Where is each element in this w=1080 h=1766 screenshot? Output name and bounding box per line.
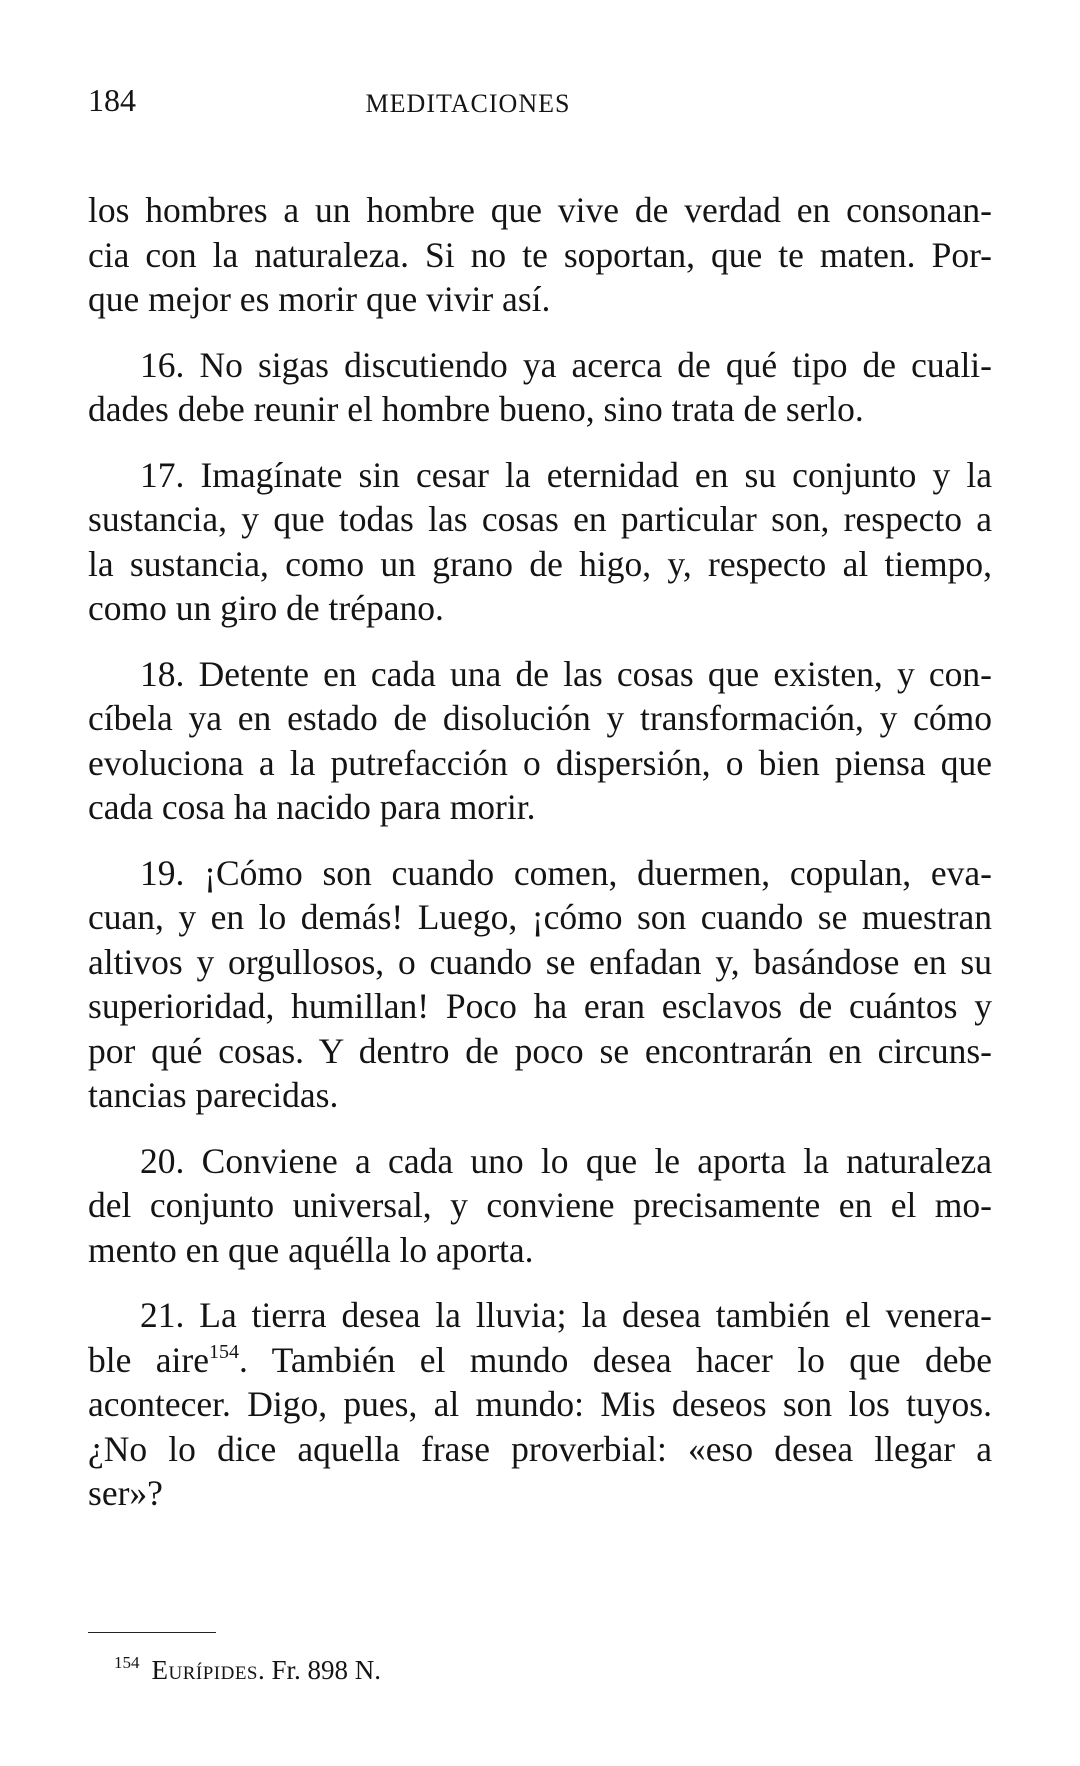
text-line: tancias parecidas. — [88, 1075, 339, 1115]
text-line: por qué cosas. Y dentro de poco se encontrarán en circuns- — [88, 1030, 992, 1071]
text-line: la sustancia, como un grano de higo, y, respecto al tiempo, — [88, 543, 992, 584]
text-line: 20. Conviene a cada uno lo que le aporta la naturaleza — [140, 1140, 992, 1181]
paragraph-continuation — [88, 188, 992, 322]
text-line: dades debe reunir el hombre bueno, sino trata de serlo. — [88, 389, 864, 429]
body-text — [88, 188, 992, 1516]
text-line: mento en que aquélla lo aporta. — [88, 1229, 534, 1270]
footnote-154 — [114, 1650, 381, 1690]
footnote-text: . Fr. 898 N. — [258, 1655, 382, 1685]
text-line: superioridad, humillan! Poco ha eran esclavos de cuántos y — [88, 986, 992, 1026]
paragraph-18 — [88, 652, 992, 830]
text-line: ser»? — [88, 1473, 163, 1513]
text-line-with-footnote — [88, 1338, 992, 1383]
text-line: cuan, y en lo demás! Luego, ¡cómo son cuando se muestran — [88, 897, 992, 937]
text-line: cada cosa ha nacido para morir. — [88, 787, 536, 827]
footnote-author: Eurípides — [151, 1655, 259, 1685]
paragraph-20 — [88, 1139, 992, 1273]
running-title: MEDITACIONES — [365, 89, 571, 118]
text-line: acontecer. Digo, pues, al mundo: Mis deseos son los tuyos. — [88, 1384, 992, 1424]
footnote-reference[interactable]: 154 — [208, 1340, 239, 1363]
text-line: 17. Imagínate sin cesar la eternidad en su conjunto y la — [140, 454, 992, 495]
running-head — [88, 80, 992, 120]
paragraph-21 — [88, 1293, 992, 1516]
page-number: 184 — [88, 82, 136, 118]
text-line: los hombres a un hombre que vive de verdad en consonan- — [88, 190, 992, 230]
text-line: cia con la naturaleza. Si no te soportan, que te maten. Por- — [88, 234, 992, 275]
text-line: 21. La tierra desea la lluvia; la desea también el venera- — [140, 1295, 992, 1335]
text-fragment: . También el mundo desea hacer lo que debe — [238, 1339, 992, 1380]
footnote-marker: 154 — [114, 1653, 140, 1672]
text-line: 16. No sigas discutiendo ya acerca de qué tipo de cuali- — [140, 344, 992, 385]
paragraph-17 — [88, 453, 992, 631]
paragraph-16 — [88, 343, 992, 432]
text-line: que mejor es morir que vivir así. — [88, 279, 551, 319]
text-line: sustancia, y que todas las cosas en particular son, respecto a — [88, 499, 992, 539]
text-line: cíbela ya en estado de disolución y transformación, y cómo — [88, 698, 992, 738]
text-line: altivos y orgullosos, o cuando se enfadan y, basándose en su — [88, 941, 992, 982]
text-line: del conjunto universal, y conviene precisamente en el mo- — [88, 1185, 992, 1225]
text-line: ¿No lo dice aquella frase proverbial: «eso desea llegar a — [88, 1428, 992, 1469]
text-fragment: ble aire — [88, 1339, 209, 1380]
text-line: evoluciona a la putrefacción o dispersión, o bien piensa que — [88, 742, 992, 783]
text-line: como un giro de trépano. — [88, 588, 444, 628]
footnote-divider — [88, 1632, 216, 1633]
paragraph-19 — [88, 851, 992, 1118]
text-line: 18. Detente en cada una de las cosas que existen, y con- — [140, 653, 992, 694]
text-line: 19. ¡Cómo son cuando comen, duermen, copulan, eva- — [140, 852, 992, 893]
